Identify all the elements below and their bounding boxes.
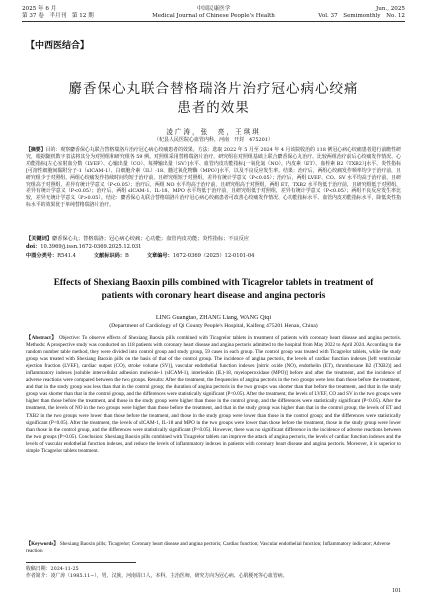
abstract-cn-text: 目的：观察麝香保心丸联合替格瑞洛片治疗冠心病心绞痛患者的效果。方法：选取 2022 年 5 月至 2024 年 4 月该院收治的 118 例冠心病心绞痛患者进行前瞻性研究，根据随机数字表法将其分为对照组和研究组各 59 例。对照组采用替格瑞洛片治疗，研究组在对照组基础上联合麝香保心丸治疗。比较两组治疗前后心绞痛发作情况、心功能指标[左心室射血分数（LVEF）、心输出量（CO）、每搏输出量（SV）]水平、血管内皮功能指标[一氧化氮（NO）、内皮素（ET）、血栓素 B2（TXB2）]水平、炎性指标[可溶性细胞间黏附分子-1（sICAM-1）、白细胞介素（IL）-18、髓过氧化物酶（MPO）]水平，以及不良反应发生率。结果：治疗后，两组心绞痛发作频率均少于治疗前，且研究组少于对照组，两组心绞痛发作持续时间均短于治疗前，且研究组短于对照组，差异有统计学意义（P<0.05）；治疗后，两组 LVEF、CO、SV 水平均高于治疗前，且研究组高于对照组，差异有统计学意义（P<0.05）；治疗后，两组 NO 水平均高于治疗前，且研究组高于对照组，两组 ET、TXB2 水平均低于治疗前，且研究组低于对照组，差异有统计学意义（P<0.05）；治疗后，两组 sICAM-1、IL-18、MPO 水平均低于治疗前，且研究组低于对照组，差异有统计学意义（P<0.05）；两组不良反应发生率比较，差异无统计学意义（P>0.05）。结论：麝香保心丸联合替格瑞洛片治疗冠心病心绞痛患者可改善心绞痛发作情况、心功能指标水平、血管内皮功能指标水平，降低炎性指标水平的效果优于单纯替格瑞洛片治疗。 bbox=[26, 147, 401, 209]
affiliation-en: (Department of Cardiology of Qi County People's Hospital, Kaifeng 475201 Henan, China) bbox=[109, 323, 318, 329]
clc-label: 中图分类号： bbox=[26, 253, 58, 259]
footnote bbox=[26, 566, 401, 580]
abstract-en-text: Objective: To observe effects of Shexiang Baoxin pills combined with Ticagrelor tablets in treatment of patients with coronary heart disease and angina pectoris. Methods: A prospective study was conducted on 118 patients with coronary heart disease and angina pectoris admitted to the hospital from May 2022 to April 2024. According to the random number table method, they were divided into control group and study group, 59 cases in each group. The control group was treated with Ticagrelor tablets, while the study group was treated with Shexiang Baoxin pills on the basis of that of the control group. The incidence of angina pectoris, the levels of cardiac function indexes [left ventricular ejection fraction (LVEF), cardiac output (CO), stroke volume (SV)], vascular endothelial function indexes [nitric oxide (NO), endothelin (ET), thromboxane B2 (TXB2)] and inflammatory indexes [soluble intercellular adhesion molecule-1 (sICAM-1), interleukin (IL)-18, myeloperoxidase (MPO)] before and after the treatment, and the incidence of adverse reactions were compared between the two groups. Results: After the treatment, the frequencies of angina pectoris in the two groups were less than those before the treatment, and that in the study group was less than that in the control group; the duration of angina pectoris in the two groups was shorter than that before the treatment, and that in the study group was shorter than that in the control group, and the differences were statistically significant (P<0.05). After the treatment, the levels of LVEF, CO and SV in the two groups were higher than those before the treatment, and those in the study group were higher than those in the control group, and the differences were statistically significant (P<0.05). After the treatment, the levels of NO in the two groups were higher than those before the treatment, and that in the study group was higher than that in the control group; the levels of ET and TXB2 in the two groups were lower than those before the treatment, and those in the study group were lower than those in the control group; and the differences were statistically significant (P<0.05). After the treatment, the levels of sICAM-1, IL-18 and MPO in the two groups were lower than those before the treatment, those in the study group were lower than those in the control group, and the differences were statistically significant (P<0.05). However, there was no significant difference in the incidence of adverse reactions between the two groups (P>0.05). Conclusion: Shexiang Baoxin pills combined with Ticagrelor tablets can improve the attack of angina pectoris, the levels of cardiac function indexes and the levels of vascular endothelial function indexes, and reduce the levels of inflammatory indexes in patients with coronary heart disease and angina pectoris. Moreover, it is superior to simple Ticagrelor tablets treatment. bbox=[26, 335, 401, 454]
keywords-cn bbox=[26, 236, 401, 243]
received-value: 2024-11-25 bbox=[50, 566, 79, 572]
title-cn-line1: 麝香保心丸联合替格瑞洛片治疗冠心病心绞痛 bbox=[68, 81, 359, 97]
doi-label: doi： bbox=[26, 244, 41, 250]
author-bio-text: 凌广涛（1985.11−），男，汉族，河南周口人，本科，主治医师，研究方向为冠心病、心肌梗死等心血管病。 bbox=[50, 573, 288, 579]
authors-cn: 凌广涛，张 亮，王琪琪 bbox=[166, 128, 261, 136]
footnote-divider bbox=[26, 562, 136, 563]
header-right bbox=[318, 6, 405, 20]
author-bio bbox=[26, 573, 401, 580]
keywords-cn-text: 麝香保心丸；替格瑞洛；冠心病心绞痛；心功能；血管内皮功能；炎性指标；不良反应 bbox=[51, 236, 250, 242]
keywords-en-text: Shexiang Baoxin pills; Ticagrelor; Coronary heart disease and angina pectoris; Cardiac function; Vascular endothelial function; Inflammatory indicator; Adverse reaction bbox=[26, 541, 391, 555]
keywords-en bbox=[26, 541, 401, 555]
keywords-cn-label: 【关键词】 bbox=[26, 236, 52, 242]
title-en-line1: Effects of Shexiang Baoxin pills combined with Ticagrelor tablets in treatment of bbox=[53, 278, 374, 288]
running-header bbox=[22, 6, 405, 26]
author-bio-label: 作者简介： bbox=[26, 573, 51, 579]
doi-line bbox=[26, 244, 401, 251]
header-volume-en: Vol. 37 Semimonthly No. 12 bbox=[318, 13, 405, 19]
keywords-en-label: 【Keywords】 bbox=[26, 541, 59, 547]
section-tag: 【中西医结合】 bbox=[26, 41, 90, 51]
article-no-label: 文章编号： bbox=[146, 253, 173, 259]
title-en-line2: patients with coronary heart disease and angina pectoris bbox=[101, 291, 326, 301]
article-no-value: 1672-0369（2025）12-0101-04 bbox=[172, 253, 255, 259]
journal-name-cn: 中国民康医学 bbox=[196, 6, 231, 12]
article-title-en bbox=[30, 277, 397, 303]
authors-en: LING Guangtao, ZHANG Liang, WANG Qiqi bbox=[155, 314, 272, 321]
article-title-cn bbox=[40, 80, 387, 118]
classification-line bbox=[26, 253, 401, 260]
journal-name-en: Medical Journal of Chinese People's Health bbox=[152, 13, 275, 19]
header-volume: 第 37 卷 半月刊 第 12 期 bbox=[22, 13, 94, 19]
abstract-cn bbox=[26, 147, 401, 209]
abstract-en bbox=[26, 335, 401, 455]
header-date-en: Jun., 2025 bbox=[375, 6, 405, 12]
affiliation-cn: （杞县人民医院心血管内科，河南 开封 475201） bbox=[153, 137, 274, 143]
doc-code-label: 文献标识码： bbox=[93, 253, 126, 259]
page-number: 101 bbox=[392, 588, 401, 594]
doc-code-value: B bbox=[125, 253, 129, 259]
abstract-cn-label: 【摘要】 bbox=[26, 147, 46, 153]
received-date bbox=[26, 566, 401, 573]
header-divider bbox=[22, 21, 405, 22]
abstract-en-label: 【Abstract】 bbox=[26, 335, 57, 341]
clc-value: R541.4 bbox=[57, 253, 76, 259]
doi-value: 10.3969/j.issn.1672-0369.2025.12.031 bbox=[40, 244, 142, 250]
header-date: 2025 年 6 月 bbox=[22, 6, 57, 12]
title-cn-line2: 患者的效果 bbox=[177, 100, 250, 116]
received-label: 收稿日期： bbox=[26, 566, 51, 572]
